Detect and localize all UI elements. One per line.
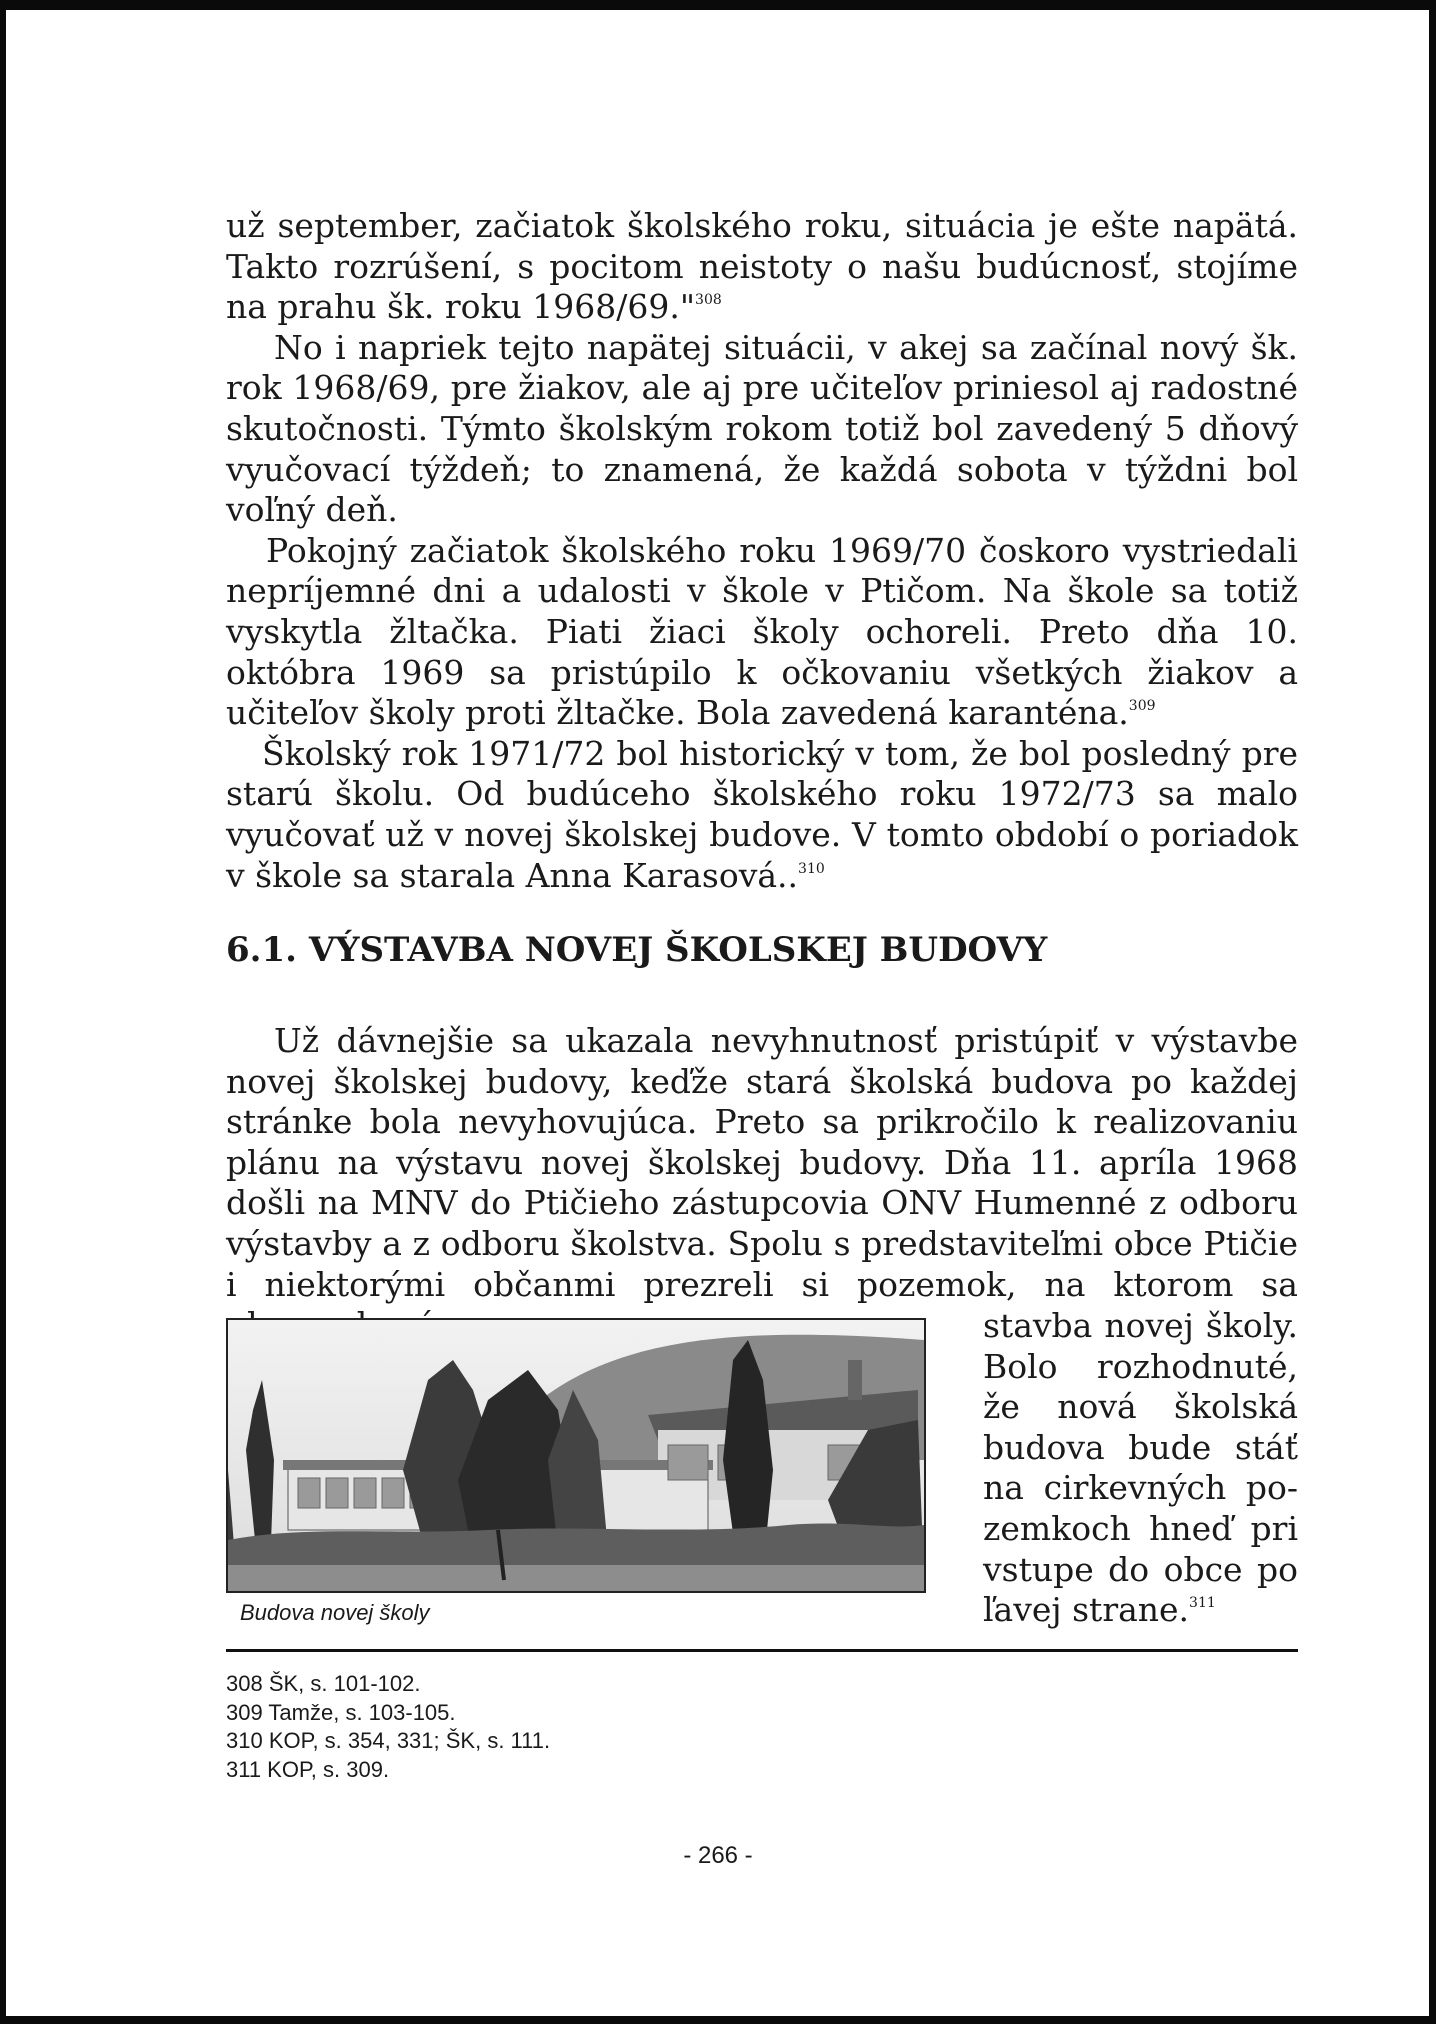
footnote-ref-309: 309	[1128, 698, 1156, 715]
footnote-ref-311: 311	[1189, 1595, 1216, 1612]
paragraph-2: No i napriek tejto napätej situácii, v akej sa začínal nový šk. rok 1968/69, pre žiakov, ale aj pre učiteľov priniesol aj radostné skutočnosti. Týmto školským rokom totiž bol zavedený 5 dňový vyučovací týždeň; to znamená, že každá sobota v týždni bol voľný deň.	[226, 327, 1298, 530]
footnotes	[226, 1670, 550, 1784]
footnote-ref-310: 310	[798, 860, 825, 877]
section-paragraph: Už dávnejšie sa ukazala nevyhnutnosť pristúpiť v výstavbe novej školskej budovy, keďže stará školská budova po každej stránke bola nevyhovujúca. Preto sa prikročilo k realizovaniu plánu na výstavu novej školskej budovy. Dňa 11. apríla 1968 došli na MNV do Ptičieho zástupcovia ONV Humenné z odboru výstavby a z odboru školstva. Spolu s predstaviteľmi obce Ptičie i niektorými občanmi prezreli si pozemok, na ktorom sa	[226, 1021, 1298, 1304]
wrap-line: na cirkevných po-	[983, 1468, 1298, 1508]
wrap-line: Bolo rozhodnuté,	[983, 1346, 1298, 1386]
footnote-310: 310 KOP, s. 354, 331; ŠK, s. 111.	[226, 1728, 551, 1753]
paragraph-4: Školský rok 1971/72 bol historický v tom, že bol posledný pre starú školu. Od budúceho školského roku 1972/73 sa malo vyučovať už v novej školskej budove. V tomto období o poriadok v škole sa starala Anna Karasová..$^{310}$	[226, 733, 1298, 895]
paragraph-3: Pokojný začiatok školského roku 1969/70 čoskoro vystriedali nepríjemné dni a udalosti v škole v Ptičom. Na škole sa totiž vyskytla žltačka. Piati žiaci školy ochoreli. Preto dňa 10. októbra 1969 sa pristúpilo k očkovaniu všetkých žiakov a učiteľov školy proti žltačke. Bola zavedená karanténa.$^{309}$	[226, 530, 1298, 733]
footnote-311: 311 KOP, s. 309.	[226, 1756, 390, 1782]
wrapped-text	[983, 1306, 1298, 1631]
footnote-divider	[226, 1649, 1298, 1652]
footnote-308: 308 ŠK, s. 101-102.	[226, 1671, 421, 1696]
footnote-309: 309 Tamže, s. 103-105.	[226, 1699, 456, 1725]
wrap-line: stavba novej školy.	[983, 1306, 1298, 1345]
wrap-line-last: ľavej strane.$^{311}$	[983, 1590, 1216, 1630]
photo-caption: Budova novej školy	[240, 1600, 430, 1625]
school-building-photo	[226, 1318, 926, 1593]
footnote-ref-308: 308	[695, 292, 722, 309]
section-heading: 6.1. VÝSTAVBA NOVEJ ŠKOLSKEJ BUDOVY	[226, 930, 1048, 970]
wrap-line: vstupe do obce po	[983, 1549, 1298, 1589]
wrap-line: zemkoch hneď pri	[983, 1508, 1298, 1548]
page-number: - 266 -	[683, 1842, 753, 1869]
section-body	[226, 1021, 1298, 1346]
wrap-line: že nová školská	[983, 1387, 1298, 1427]
wrap-line: budova bude stáť	[983, 1427, 1298, 1467]
paragraph-1: už september, začiatok školského roku, situácia je ešte napätá. Takto rozrúšení, s pocitom neistoty o našu budúcnosť, stojíme na prahu šk. roku 1968/69."$^{308}$	[226, 206, 1298, 327]
body-text-top	[226, 206, 1298, 896]
